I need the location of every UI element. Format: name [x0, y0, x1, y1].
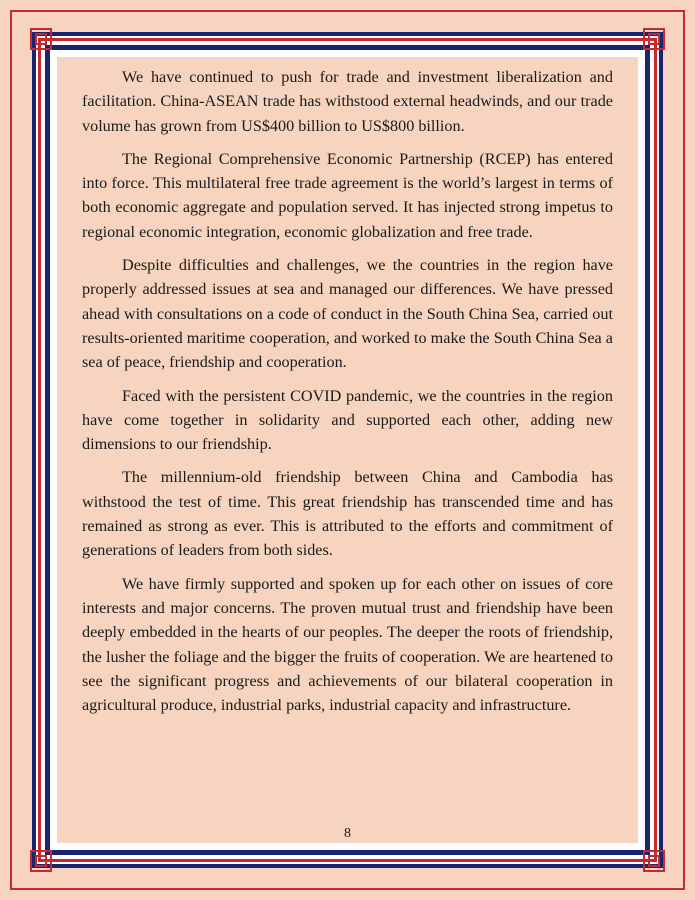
- paragraph: Faced with the persistent COVID pandemic, we the countries in the region have come together in solidarity and supported each other, adding new dimensions to our friendship.: [82, 386, 613, 454]
- corner-ornament-icon: [30, 850, 52, 872]
- paragraph: We have continued to push for trade and investment liberalization and facilitation. China-ASEAN trade has withstood external headwinds, and our trade volume has grown from US$400 billion to US$800 billion.: [82, 68, 613, 135]
- corner-ornament-icon: [30, 28, 52, 50]
- corner-ornament-icon: [643, 850, 665, 872]
- outer-border-left: [10, 10, 12, 890]
- paragraph: We have firmly supported and spoken up for each other on issues of core interests and major concerns. The proven mutual trust and friendship have been deeply embedded in the hearts of our peoples. The deeper the roots of friendship, the lusher the foliage and the bigger the fruits of cooperation. We are heartened to see the significant progress and achievements of our bilateral cooperation in agricultural produce, industrial parks, industrial capacity and infrastructure.: [82, 574, 613, 715]
- outer-border-right: [683, 10, 685, 890]
- paragraph: Despite difficulties and challenges, we the countries in the region have properly addressed issues at sea and managed our differences. We have pressed ahead with consultations on a code of conduct in the South China Sea, carried out results-oriented maritime cooperation, and worked to make the South China Sea a sea of peace, friendship and cooperation.: [82, 256, 613, 372]
- outer-border-bottom: [10, 888, 685, 890]
- paragraph: The Regional Comprehensive Economic Partnership (RCEP) has entered into force. This multilateral free trade agreement is the world’s largest in terms of both economic aggregate and population served. It has injected strong impetus to regional economic integration, economic globalization and free trade.: [82, 149, 613, 241]
- paragraph: The millennium-old friendship between China and Cambodia has withstood the test of time. This great friendship has transcended time and has remained as strong as ever. This is attributed to the efforts and commitment of generations of leaders from both sides.: [82, 468, 613, 560]
- corner-ornament-icon: [643, 28, 665, 50]
- page-number: 8: [344, 826, 351, 841]
- outer-border-top: [10, 10, 685, 12]
- body-text: [82, 65, 613, 726]
